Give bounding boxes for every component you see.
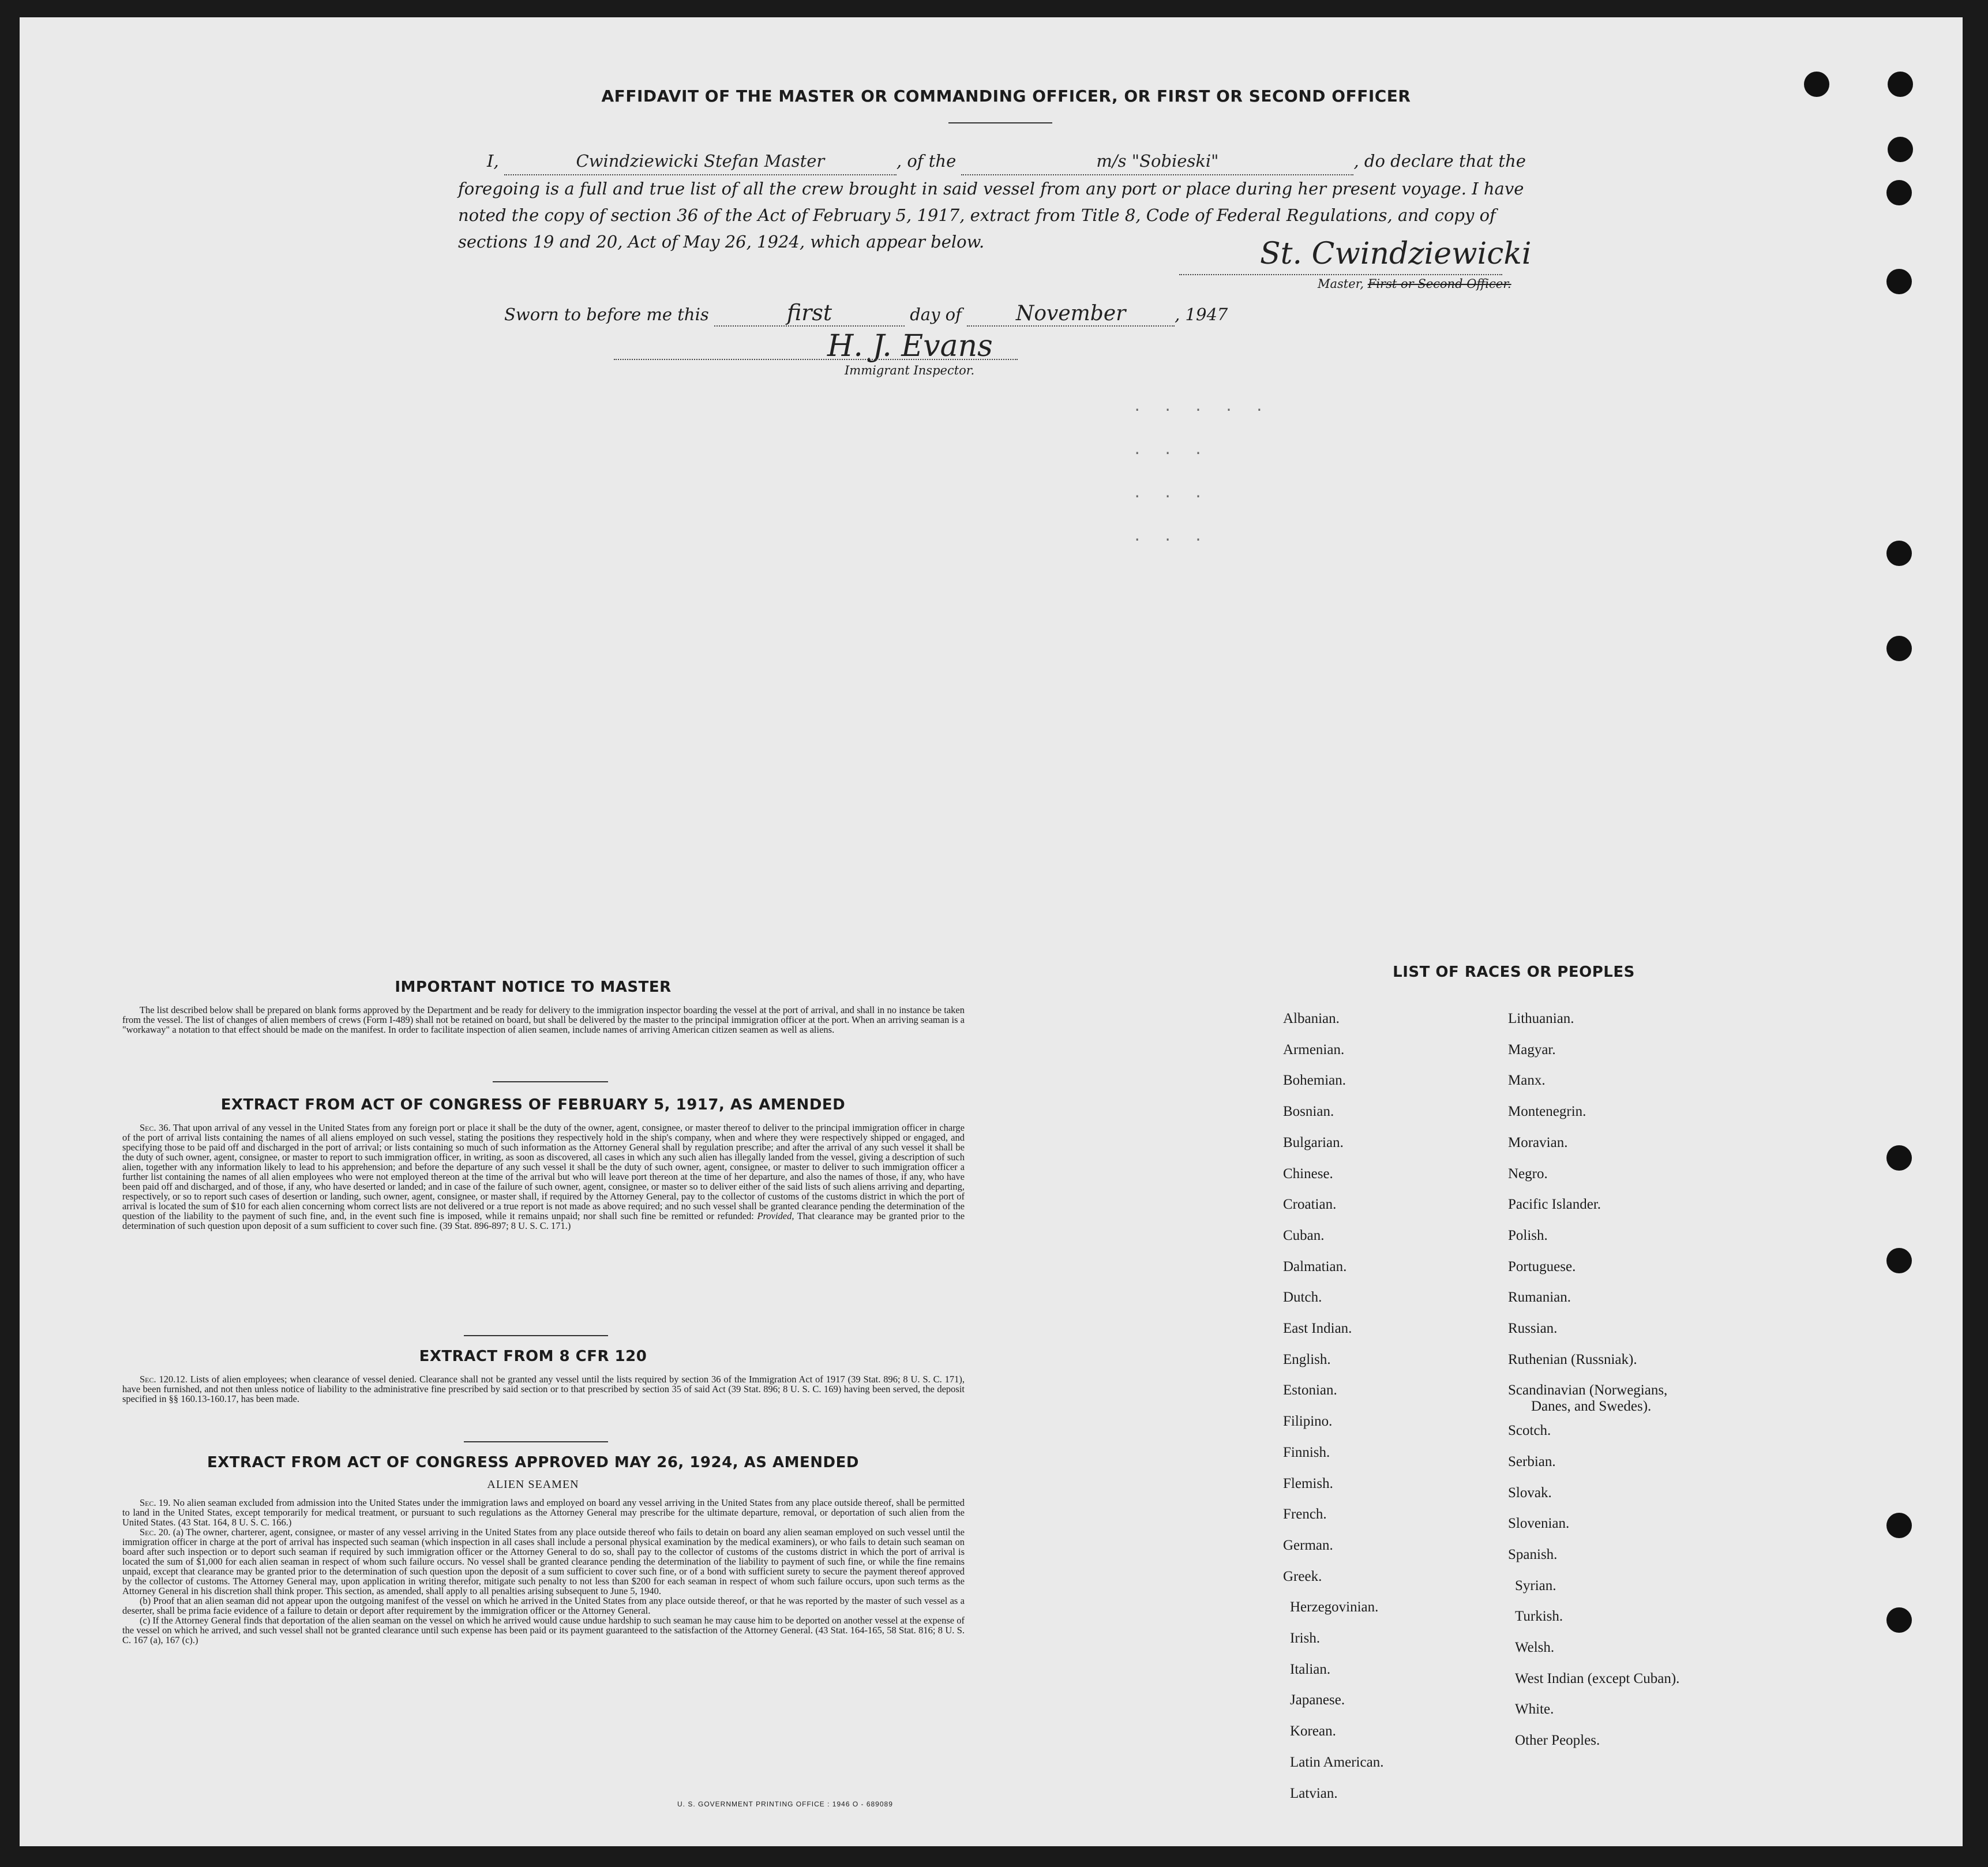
year-prefix: , 19 <box>1175 305 1207 324</box>
sec-120-text: Lists of alien employees; when clearance of vessel denied. Clearance shall not be granted any vessel until the lists required by section 36 of the Immigration Act of 1917 (39 Stat. 896; 8 U. S. C. 171), have been furnished, and not then unless notice of liability to the administrative fine prescribed by said section or to that prescribed by section 35 of said Act (39 Stat. 896; 8 U. S. C. 169) having been served, the deposit specified in §§ 160.13-160.17, has been made. <box>122 1374 965 1404</box>
punch-hole <box>1886 180 1912 205</box>
race-item: Estonian. <box>1283 1382 1337 1399</box>
race-item: Korean. <box>1290 1723 1336 1739</box>
race-item: Scandinavian (Norwegians, <box>1508 1382 1668 1399</box>
sec-36-text: That upon arrival of any vessel in the United States from any foreign port or place it shall be the duty of the owner, agent, consignee, or master thereof to deliver to the principal immigration officer in charge of the port of arrival lists containing the names of all aliens employed on such vessel, stating the positions they respectively hold in the ship's company, when and where they were respectively shipped or engaged, and specifying those to be paid off and discharged in the port of arrival; or lists containing so much of such information as the Attorney General shall by regulation prescribe; and after the arrival of any such vessel it shall be the duty of such owner, agent, consignee, or master to report to such immigration officer, in writing, as soon as discovered, all cases in which any such alien has illegally landed from the vessel, giving a description of such alien, together with any information likely to lead to his apprehension; and before the departure of any such vessel it shall be the duty of such owner, agent, consignee, or master to deliver to such immigration officer a further list containing the names of all alien employees who were not employed thereon at the time of the arrival but who will leave port thereon at the time of her departure, and also the names of those, if any, who have been paid off and discharged, and of those, if any, who have deserted or landed; and in case of the failure of such owner, agent, consignee, or master so to deliver either of the said lists of such aliens arriving and departing, respectively, or so to report such cases of desertion or landing, such owner, agent, consignee, or master shall, if required by the Attorney General, pay to the collector of customs of the customs district in which the port of arrival is located the sum of $10 for each alien concerning whom correct lists are not delivered or a true report is not made as above required; and no such vessel shall be granted clearance pending the determination of the question of the liability to the payment of such fine, and, in the event such fine is imposed, while it remains unpaid; nor shall such fine be remitted or refunded: <box>122 1122 965 1221</box>
race-item: Dalmatian. <box>1283 1258 1347 1274</box>
race-item: Polish. <box>1508 1227 1548 1243</box>
bleed-through-dots: . . . <box>1133 528 1210 544</box>
sec-19-label: Sec. 19. <box>140 1497 171 1508</box>
race-item: Cuban. <box>1283 1227 1325 1243</box>
sworn-month: November <box>967 302 1175 327</box>
race-item: Pacific Islander. <box>1508 1197 1601 1213</box>
race-item: Japanese. <box>1290 1692 1345 1708</box>
race-item: Chinese. <box>1283 1165 1333 1182</box>
notice-paragraph: The list described below shall be prepared on blank forms approved by the Department and be ready for delivery to the immigration inspector boarding the vessel at the port of arrival, and shall in no instance be taken from the vessel. The list of changes of alien members of crews (Form I-489) shall not be retained on board, but shall be delivered by the master to the principal immigration officer at the port. When an arriving seaman is a "workaway" a notation to that effect should be made on the manifest. In order to facilitate inspection of alien seamen, include names of arriving American citizen seamen as well as aliens. <box>122 1004 965 1035</box>
bleed-through-dots: . . . . . <box>1133 398 1271 414</box>
sworn-day: first <box>714 300 905 327</box>
divider <box>464 1441 608 1442</box>
punch-hole <box>1888 137 1913 162</box>
race-item: Montenegrin. <box>1508 1104 1586 1120</box>
race-item: Bosnian. <box>1283 1104 1334 1120</box>
race-item: Turkish. <box>1515 1609 1563 1625</box>
provided-label: Provided, <box>757 1210 794 1221</box>
extract-1924-text <box>122 1498 965 1645</box>
inspector-line <box>614 359 1018 360</box>
race-item: Scotch. <box>1508 1423 1551 1439</box>
punch-hole <box>1886 269 1912 294</box>
race-item: Russian. <box>1508 1321 1558 1336</box>
bleed-through-dots: . . . <box>1133 441 1210 458</box>
affidavit-body: that the foregoing is a full and true list of all the crew brought in said vessel from any port or place during her present voyage. I have noted the copy of section 36 of the Act of February 5, 1917, extract from Title 8, Code of Federal Regulations, and copy of sections 19 and 20, Act of May 26, 1924, which appear below. <box>458 151 1526 252</box>
punch-hole <box>1886 1607 1912 1633</box>
race-item: German. <box>1283 1537 1333 1553</box>
do-declare-label: , do declare <box>1353 151 1454 171</box>
sec-120-label: Sec. 120.12. <box>140 1374 188 1385</box>
race-item: Armenian. <box>1283 1041 1345 1058</box>
race-item: Latvian. <box>1290 1785 1338 1801</box>
extract-1924-title: EXTRACT FROM ACT OF CONGRESS APPROVED MAY 26, 1924, AS AMENDED <box>207 1454 859 1471</box>
race-item: Manx. <box>1508 1073 1546 1089</box>
race-item: Irish. <box>1290 1630 1321 1646</box>
master-signature: St. Cwindziewicki <box>1260 237 1532 271</box>
divider <box>464 1335 608 1336</box>
sec-20c-text: (c) If the Attorney General finds that deportation of the alien seaman on the vessel on which he arrived would cause undue hardship to such seaman he may cause him to be deported on another vessel at the expense of the vessel on which he arrived, and such vessel shall not be granted clearance until such expense has been paid or its payment guaranteed to the satisfaction of the Attorney General. (43 Stat. 164-165, 58 Stat. 816; 8 U. S. C. 167 (a), 167 (c).) <box>122 1615 965 1645</box>
day-of-label: day of <box>910 305 962 324</box>
sworn-year: 47 <box>1206 305 1228 324</box>
race-item: West Indian (except Cuban). <box>1515 1670 1680 1686</box>
master-label: Master, <box>1318 277 1364 291</box>
race-item: Herzegovinian. <box>1290 1599 1379 1615</box>
inspector-signature: H. J. Evans <box>827 329 993 363</box>
document-page <box>20 17 1963 1846</box>
punch-hole <box>1886 636 1912 661</box>
sworn-label: Sworn to before me this <box>504 305 709 324</box>
punch-hole <box>1886 541 1912 566</box>
affidavit-title: AFFIDAVIT OF THE MASTER OR COMMANDING OFFICER, OR FIRST OR SECOND OFFICER <box>601 87 1411 106</box>
race-item: Flemish. <box>1283 1475 1333 1491</box>
officer-label-struck: First or Second Officer. <box>1367 277 1511 291</box>
of-the-label: , of the <box>896 151 957 171</box>
signature-line <box>1179 274 1502 275</box>
printer-imprint: U. S. GOVERNMENT PRINTING OFFICE : 1946 O - 689089 <box>677 1800 893 1808</box>
divider <box>948 122 1052 123</box>
race-item: Croatian. <box>1283 1197 1337 1213</box>
race-item: Rumanian. <box>1508 1289 1571 1306</box>
master-title <box>1318 277 1511 291</box>
race-item: Slovak. <box>1508 1484 1552 1501</box>
sec-19-text: No alien seaman excluded from admission into the United States under the immigration laws and employed on board any vessel arriving in the United States from any place outside thereof, shall be permitted to land in the United States, except temporarily for medical treatment, or pursuant to such regulations as the Attorney General may prescribe for the ultimate departure, removal, or deportation of such alien from the United States. (43 Stat. 164, 8 U. S. C. 166.) <box>122 1497 965 1528</box>
race-item: Albanian. <box>1283 1011 1340 1026</box>
race-item: Greek. <box>1283 1568 1322 1584</box>
extract-1917-text <box>122 1123 965 1231</box>
punch-hole <box>1804 72 1829 97</box>
race-item: White. <box>1515 1701 1554 1718</box>
master-name: Cwindziewicki Stefan Master <box>504 148 897 175</box>
notice-text <box>122 1005 965 1034</box>
extract-1917-title: EXTRACT FROM ACT OF CONGRESS OF FEBRUARY 5, 1917, AS AMENDED <box>220 1096 846 1114</box>
sec-20-label: Sec. 20. <box>140 1527 171 1538</box>
race-item: English. <box>1283 1351 1331 1367</box>
races-title: LIST OF RACES OR PEOPLES <box>1393 964 1635 981</box>
vessel-name: m/s "Sobieski" <box>961 148 1353 175</box>
inspector-label: Immigrant Inspector. <box>845 363 975 377</box>
extract-cfr-title: EXTRACT FROM 8 CFR 120 <box>419 1348 647 1365</box>
race-item: Syrian. <box>1515 1577 1556 1594</box>
race-item: Spanish. <box>1508 1546 1558 1562</box>
sec-36-label: Sec. 36. <box>140 1122 171 1133</box>
race-item: Serbian. <box>1508 1453 1556 1469</box>
punch-hole <box>1888 72 1913 97</box>
punch-hole <box>1886 1145 1912 1171</box>
race-item: Slovenian. <box>1508 1516 1570 1532</box>
sec-36-text-end: That clearance may be granted prior to the determination of such question upon deposit of a sum sufficient to cover such fine. (39 Stat. 896-897; 8 U. S. C. 171.) <box>122 1210 965 1231</box>
race-item: Welsh. <box>1515 1640 1555 1655</box>
race-item: Italian. <box>1290 1661 1331 1677</box>
race-item: East Indian. <box>1283 1321 1352 1336</box>
race-item: Filipino. <box>1283 1414 1333 1430</box>
bleed-through-dots: . . . <box>1133 485 1210 501</box>
race-item: Dutch. <box>1283 1289 1322 1306</box>
race-item: Other Peoples. <box>1515 1733 1600 1749</box>
race-item: Finnish. <box>1283 1444 1330 1460</box>
race-item: Moravian. <box>1508 1134 1568 1150</box>
i-label: I, <box>487 151 499 171</box>
extract-1924-subtitle: ALIEN SEAMEN <box>487 1478 579 1491</box>
sec-20b-text: (b) Proof that an alien seaman did not appear upon the outgoing manifest of the vessel on which he arrived in the United States from any place outside thereof, or that he was reported by the master of such vessel as a deserter, shall be prima facie evidence of a failure to detain or deport after requirement by the immigration officer or the Attorney General. <box>122 1595 965 1616</box>
punch-hole <box>1886 1513 1912 1538</box>
divider <box>493 1081 608 1082</box>
sec-20a-text: (a) The owner, charterer, agent, consignee, or master of any vessel arriving in the United States from any place outside thereof who fails to detain on board any alien seaman employed on such vessel until the immigration officer in charge at the port of arrival has inspected such seaman (which inspection in all cases shall include a personal physical examination by the medical examiners), or who fails to detain such seaman on board after such inspection or to deport such seaman if required by such immigration officer or the Attorney General to do so, shall pay to the collector of customs of the customs district in which the port of arrival is located the sum of $1,000 for each alien seaman in respect of whom such failure occurs. No vessel shall be granted clearance pending the determination of the liability to payment of such fine, or while the fine remains unpaid, except that clearance may be granted prior to the determination of such question upon the deposit of a sum sufficient to cover such fine, or of a bond with sufficient surety to secure the payment thereof approved by the collector of customs. The Attorney General may, upon application in writing therefor, mitigate such penalty to not less than $200 for each seaman in respect of whom such failure occurs, upon such terms as the Attorney General in his discretion shall think proper. This section, as amended, shall apply to all penalties arising subsequent to June 5, 1940. <box>122 1527 965 1596</box>
race-item: Ruthenian (Russniak). <box>1508 1351 1637 1367</box>
race-item: Negro. <box>1508 1165 1548 1182</box>
punch-hole <box>1886 1248 1912 1273</box>
race-item: Portuguese. <box>1508 1258 1576 1274</box>
race-item: Magyar. <box>1508 1041 1556 1058</box>
race-item: French. <box>1283 1506 1327 1523</box>
race-item: Bulgarian. <box>1283 1134 1344 1150</box>
race-item: Danes, and Swedes). <box>1531 1399 1652 1415</box>
race-item: Lithuanian. <box>1508 1011 1574 1026</box>
notice-title: IMPORTANT NOTICE TO MASTER <box>395 979 672 996</box>
race-item: Bohemian. <box>1283 1073 1346 1089</box>
extract-cfr-text <box>122 1374 965 1404</box>
sworn-line <box>504 300 1228 327</box>
race-item: Latin American. <box>1290 1754 1384 1770</box>
